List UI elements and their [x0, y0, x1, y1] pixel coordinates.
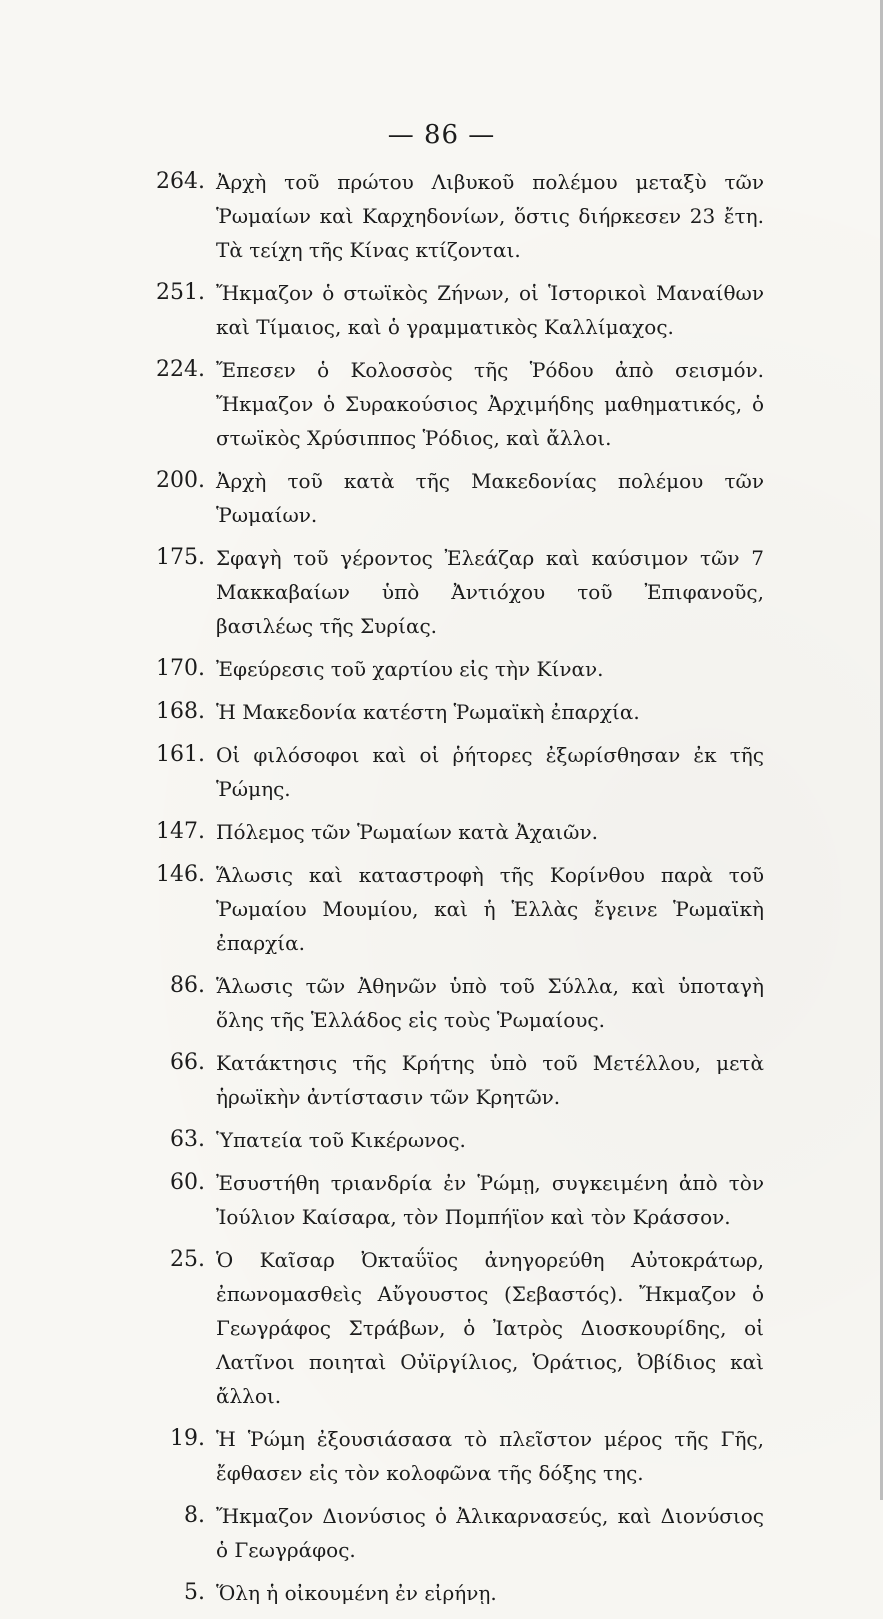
- chronology-entry: [0, 541, 883, 643]
- entry-text: Ἐφεύρεσις τοῦ χαρτίου εἰς τὴν Κίναν.: [216, 657, 604, 681]
- entry-text: Σφαγὴ τοῦ γέροντος Ἐλεάζαρ καὶ καύσιμον τῶν 7 Μακκαβαίων ὑπὸ Ἀντιόχου τοῦ Ἐπιφανοῦς, βασιλέως τῆς Συρίας.: [216, 546, 764, 638]
- entry-text: Ὁ Καῖσαρ Ὀκταΰϊος ἀνηγορεύθη Αὐτοκράτωρ, ἐπωνομασθεὶς Αὔγουστος (Σεβαστός). Ἤκμαζον ὁ Γεωγράφος Στράβων, ὁ Ἰατρὸς Διοσκουρίδης, οἱ Λατῖνοι ποιηταὶ Οὐϊργίλιος, Ὁράτιος, Ὀβίδιος καὶ ἄλλοι.: [216, 1248, 764, 1408]
- entry-year: 161.: [156, 742, 205, 767]
- entry-text: Ἡ Μακεδονία κατέστη Ῥωμαϊκὴ ἐπαρχία.: [216, 700, 640, 724]
- chronology-entry: [0, 858, 883, 960]
- entry-text: Ἀρχὴ τοῦ πρώτου Λιβυκοῦ πολέμου μεταξὺ τῶν Ῥωμαίων καὶ Καρχηδονίων, ὅστις διήρκεσεν 23 ἔτη. Τὰ τείχη τῆς Κίνας κτίζονται.: [216, 170, 764, 262]
- entry-year: 8.: [184, 1503, 205, 1528]
- entry-text: Ἅλωσις καὶ καταστροφὴ τῆς Κορίνθου παρὰ τοῦ Ῥωμαίου Μουμίου, καὶ ἡ Ἑλλὰς ἔγεινε Ῥωμαϊκὴ ἐπαρχία.: [216, 863, 764, 955]
- chronology-entry: [0, 1046, 883, 1114]
- entry-text: Πόλεμος τῶν Ῥωμαίων κατὰ Ἀχαιῶν.: [216, 820, 598, 844]
- entry-year: 170.: [156, 656, 205, 681]
- chronology-entry: [0, 1499, 883, 1567]
- chronology-entry: [0, 165, 883, 267]
- chronology-entry: [0, 738, 883, 806]
- chronology-entry: [0, 1243, 883, 1413]
- chronology-entry: [0, 815, 883, 849]
- entry-text: Ἐσυστήθη τριανδρία ἐν Ῥώμῃ, συγκειμένη ἀπὸ τὸν Ἰούλιον Καίσαρα, τὸν Πομπήϊον καὶ τὸν Κράσσον.: [216, 1171, 764, 1229]
- chronology-list: [0, 165, 883, 1619]
- entry-year: 200.: [156, 468, 205, 493]
- entry-text: Ἅλωσις τῶν Ἀθηνῶν ὑπὸ τοῦ Σύλλα, καὶ ὑποταγὴ ὅλης τῆς Ἑλλάδος εἰς τοὺς Ῥωμαίους.: [216, 974, 764, 1032]
- entry-year: 60.: [170, 1170, 205, 1195]
- entry-year: 5.: [184, 1580, 205, 1605]
- entry-year: 168.: [156, 699, 205, 724]
- entry-year: 147.: [156, 819, 205, 844]
- chronology-entry: [0, 1422, 883, 1490]
- entry-text: Ἡ Ῥώμη ἐξουσιάσασα τὸ πλεῖστον μέρος τῆς Γῆς, ἔφθασεν εἰς τὸν κολοφῶνα τῆς δόξης της.: [216, 1427, 764, 1485]
- entry-year: 175.: [156, 545, 205, 570]
- entry-year: 224.: [156, 357, 205, 382]
- chronology-entry: [0, 695, 883, 729]
- entry-year: 25.: [170, 1247, 205, 1272]
- entry-text: Ἔπεσεν ὁ Κολοσσὸς τῆς Ῥόδου ἀπὸ σεισμόν. Ἤκμαζον ὁ Συρακούσιος Ἀρχιμήδης μαθηματικός, ὁ στωϊκὸς Χρύσιππος Ῥόδιος, καὶ ἄλλοι.: [216, 358, 764, 450]
- entry-year: 19.: [170, 1426, 205, 1451]
- page-number: — 86 —: [387, 120, 496, 150]
- chronology-entry: [0, 1123, 883, 1157]
- entry-text: Ἤκμαζον ὁ στωϊκὸς Ζήνων, οἱ Ἱστορικοὶ Μαναίθων καὶ Τίμαιος, καὶ ὁ γραμματικὸς Καλλίμαχος.: [216, 281, 764, 339]
- entry-year: 63.: [170, 1127, 205, 1152]
- entry-year: 264.: [156, 169, 205, 194]
- chronology-entry: [0, 969, 883, 1037]
- chronology-entry: [0, 276, 883, 344]
- chronology-entry: [0, 464, 883, 532]
- chronology-entry: [0, 652, 883, 686]
- entry-text: Ἀρχὴ τοῦ κατὰ τῆς Μακεδονίας πολέμου τῶν Ῥωμαίων.: [216, 469, 764, 527]
- entry-text: Ἤκμαζον Διονύσιος ὁ Ἀλικαρνασεύς, καὶ Διονύσιος ὁ Γεωγράφος.: [216, 1504, 764, 1562]
- entry-year: 86.: [170, 973, 205, 998]
- entry-year: 251.: [156, 280, 205, 305]
- chronology-entry: [0, 353, 883, 455]
- entry-year: 66.: [170, 1050, 205, 1075]
- entry-text: Ὅλη ἡ οἰκουμένη ἐν εἰρήνῃ.: [216, 1581, 497, 1605]
- entry-text: Κατάκτησις τῆς Κρήτης ὑπὸ τοῦ Μετέλλου, μετὰ ἡρωϊκὴν ἀντίστασιν τῶν Κρητῶν.: [216, 1051, 764, 1109]
- entry-text: Ὑπατεία τοῦ Κικέρωνος.: [216, 1128, 466, 1152]
- entry-text: Οἱ φιλόσοφοι καὶ οἱ ῥήτορες ἐξωρίσθησαν ἐκ τῆς Ῥώμης.: [216, 743, 764, 801]
- chronology-entry: [0, 1166, 883, 1234]
- entry-year: 146.: [156, 862, 205, 887]
- chronology-entry: [0, 1576, 883, 1610]
